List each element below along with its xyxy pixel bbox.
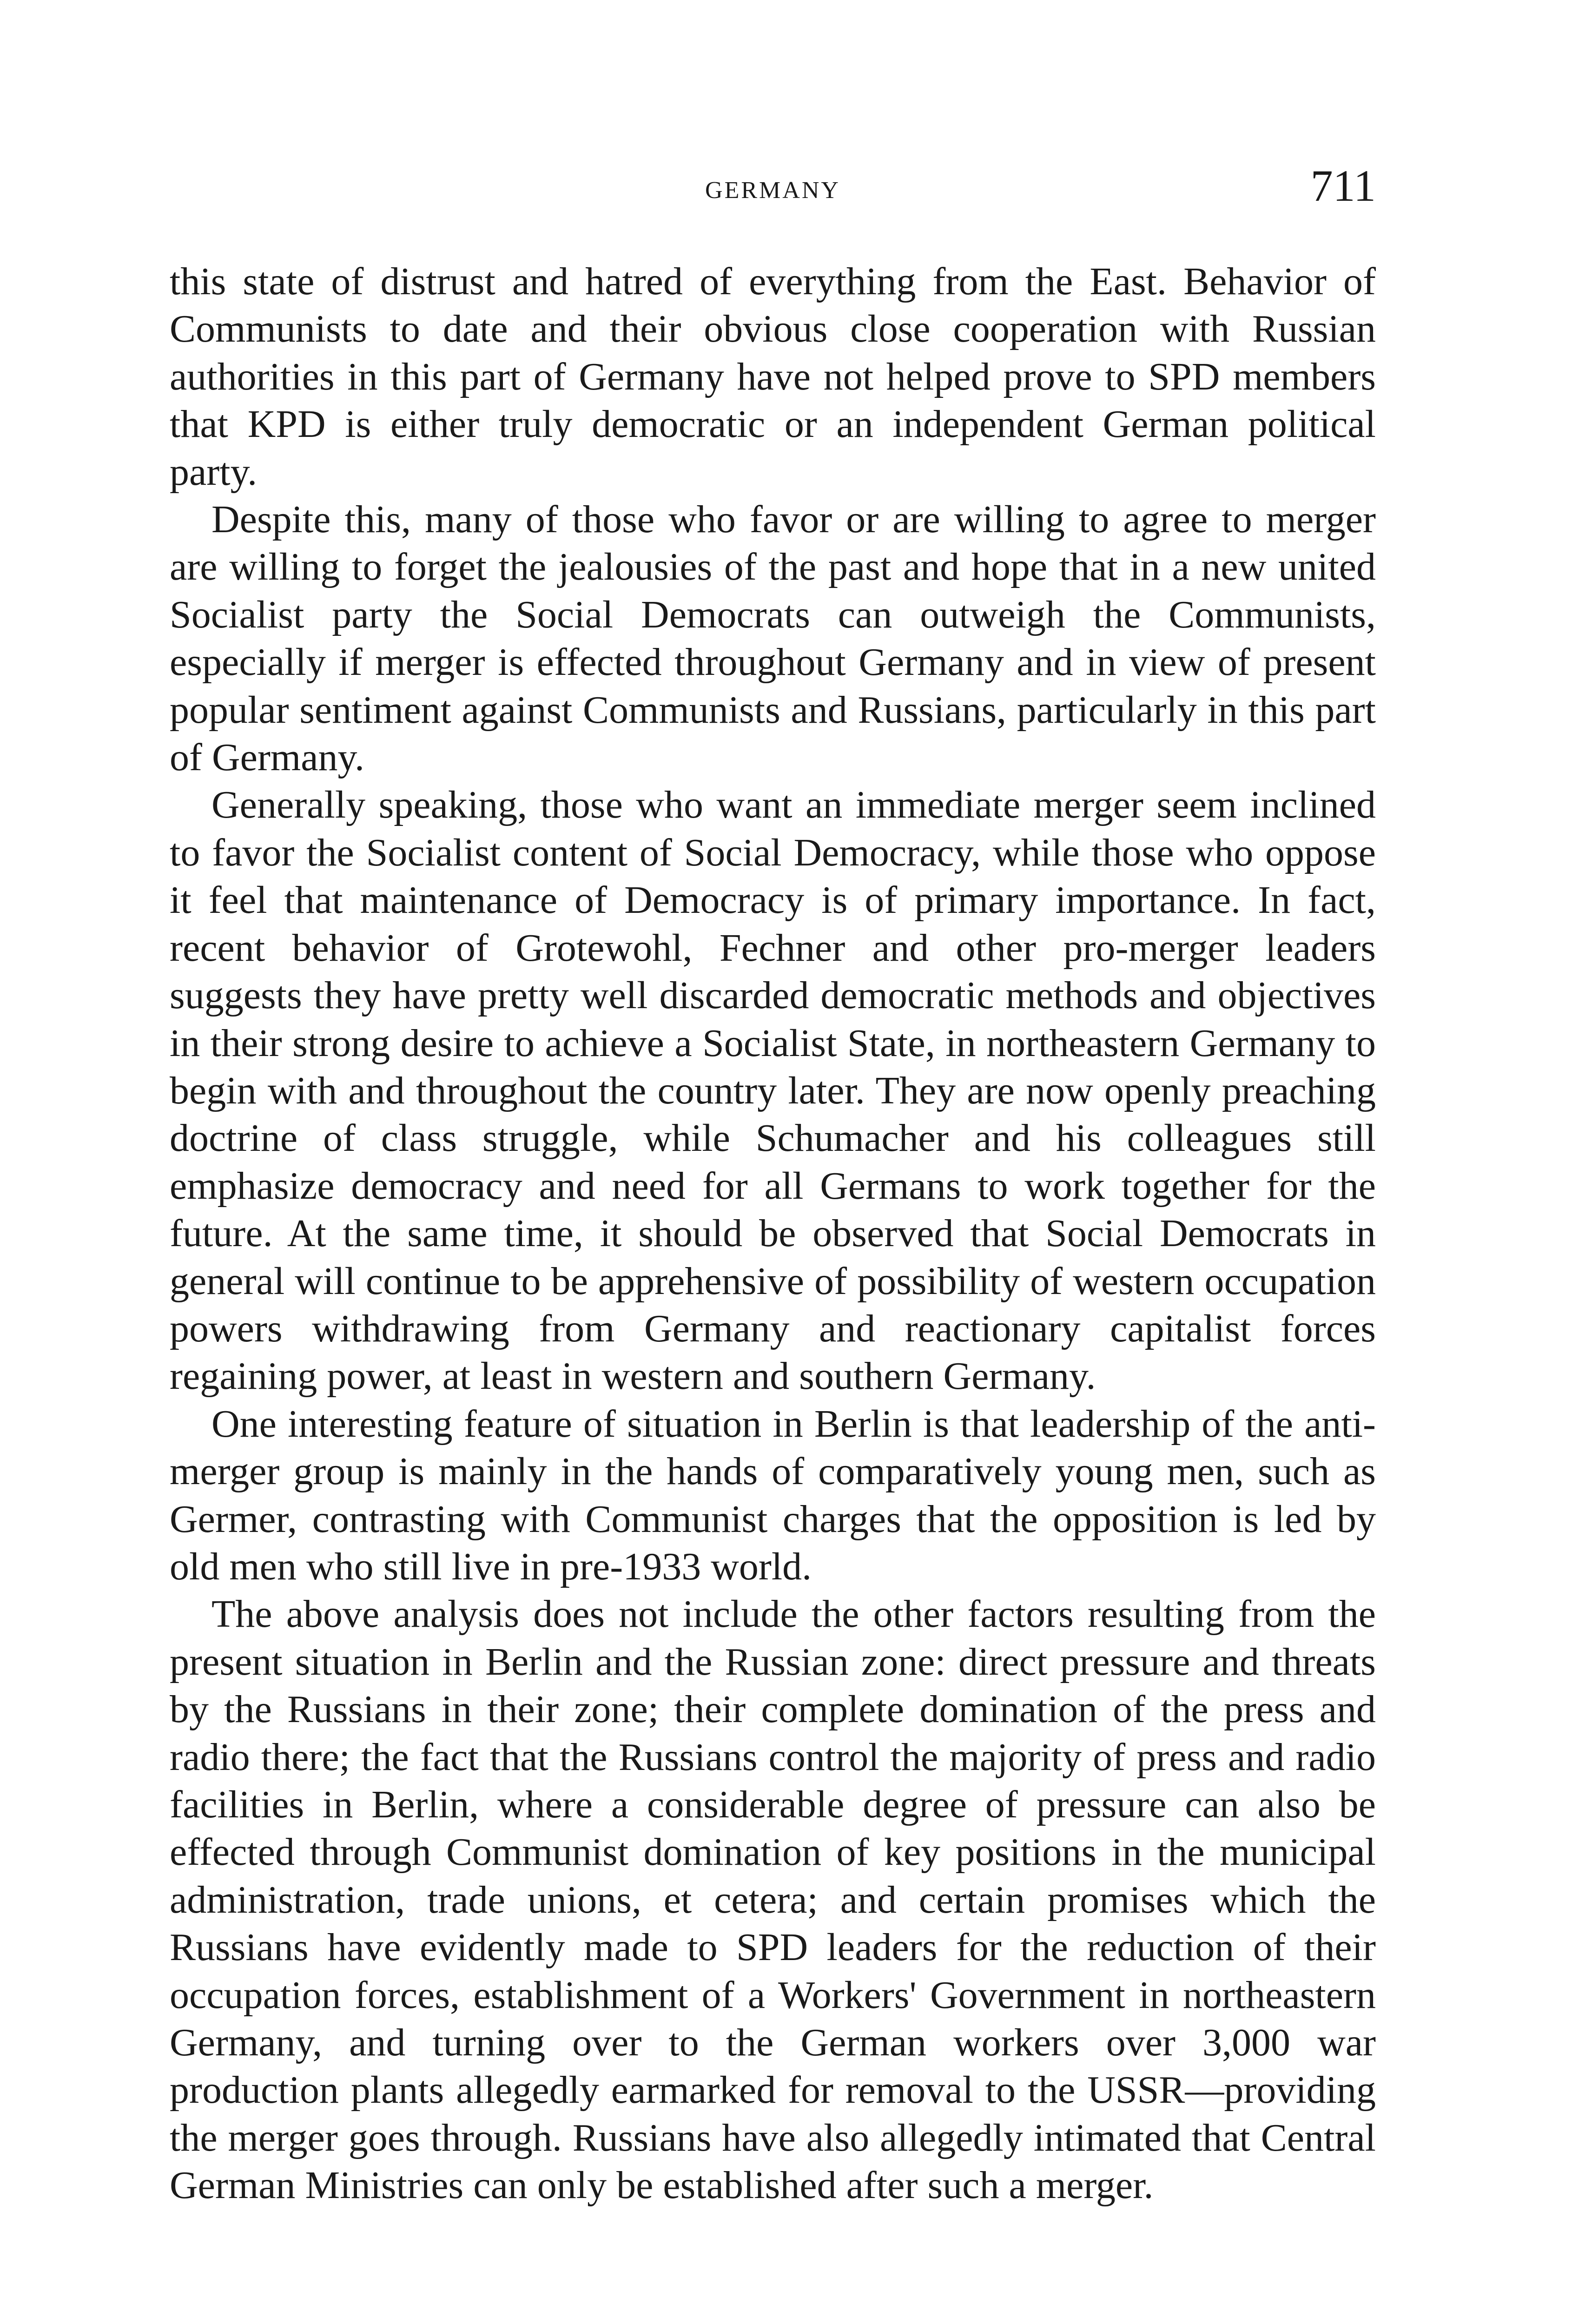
body-text (170, 258, 1376, 2210)
paragraph-continued: this state of distrust and hatred of everything from the East. Behavior of Communists to date and their obvious close cooperation with Russian authorities in this part of Germany have not helped prove to SPD members that KPD is either truly democratic or an independent German political party. (170, 260, 1376, 494)
paragraph: Despite this, many of those who favor or are willing to agree to merger are willing to forget the jealousies of the past and hope that in a new united Socialist party the Social Democrats can outweigh the Communists, especially if merger is effected throughout Germany and in view of present popular sentiment against Communists and Russians, particularly in this part of Germany. (170, 498, 1376, 779)
paragraph: Generally speaking, those who want an immediate merger seem inclined to favor the Socialist content of Social Democracy, while those who oppose it feel that maintenance of Democracy is of primary importance. In fact, recent behavior of Grotewohl, Fechner and other pro-merger leaders suggests they have pretty well discarded democratic methods and objectives in their strong desire to achieve a Socialist State, in northeastern Germany to begin with and throughout the country later. They are now openly preaching doctrine of class struggle, while Schumacher and his colleagues still emphasize democracy and need for all Germans to work together for the future. At the same time, it should be observed that Social Democrats in general will continue to be apprehensive of possibility of western occupation powers withdrawing from Germany and reactionary capitalist forces regaining power, at least in western and southern Germany. (170, 783, 1376, 1398)
running-header (170, 161, 1376, 219)
paragraph: One interesting feature of situation in Berlin is that leadership of the anti-merger group is mainly in the hands of comparatively young men, such as Germer, contrasting with Communist charges that the opposition is led by old men who still live in pre-1933 world. (170, 1402, 1376, 1588)
page-number: 711 (1310, 161, 1376, 211)
paragraph: The above analysis does not include the other factors resulting from the present situation in Berlin and the Russian zone: direct pressure and threats by the Russians in their zone; their complete domination of the press and radio there; the fact that the Russians control the majority of press and radio facilities in Berlin, where a considerable degree of pressure can also be effected through Communist domination of key positions in the municipal administration, trade unions, et cetera; and certain promises which the Russians have evidently made to SPD leaders for the reduction of their occupation forces, establishment of a Workers' Government in northeastern Germany, and turning over to the German workers over 3,000 war production plants allegedly earmarked for removal to the USSR—providing the merger goes through. Russians have also allegedly intimated that Central German Ministries can only be established after such a merger. (170, 1592, 1376, 2207)
running-title: GERMANY (705, 177, 840, 204)
